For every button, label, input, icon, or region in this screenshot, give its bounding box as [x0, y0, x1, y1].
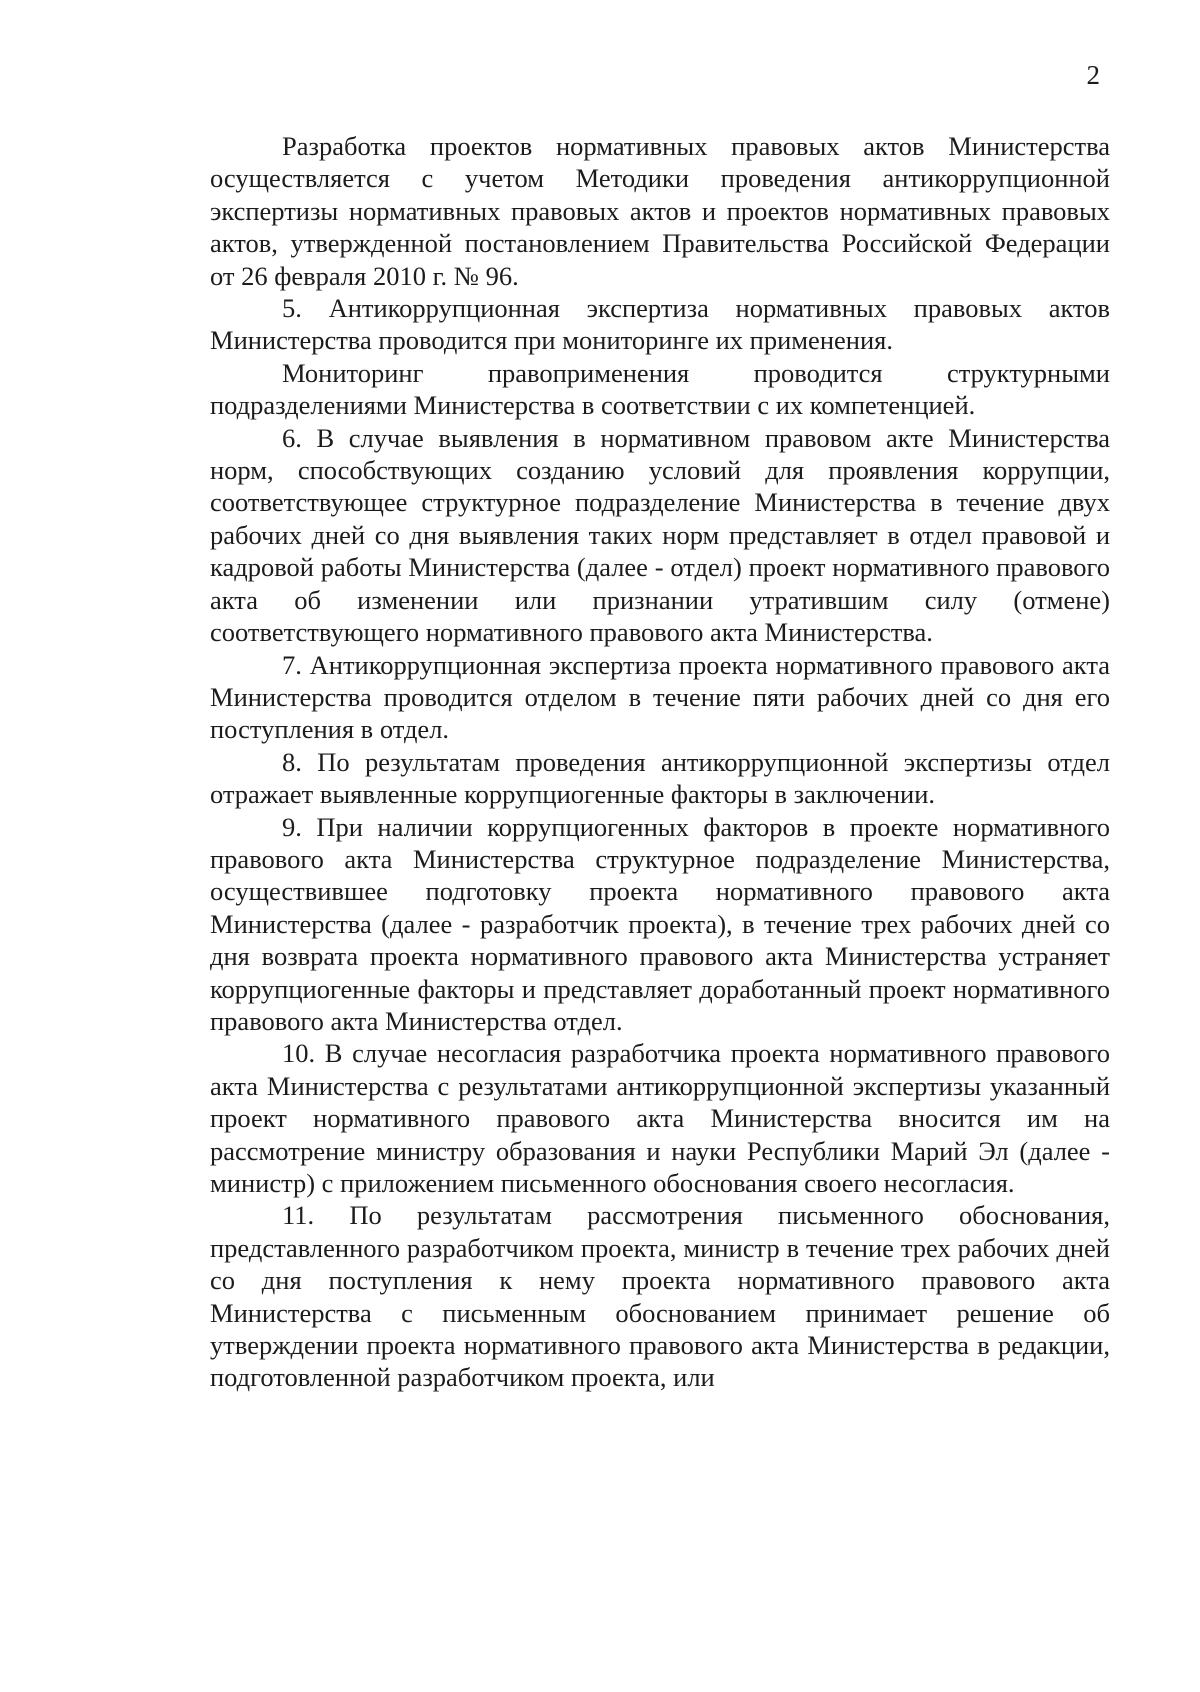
paragraph-item-6: 6. В случае выявления в нормативном правовом акте Министерства норм, способствующих созданию условий для проявления коррупции, соответствующее структурное подразделение Министерства в течение двух рабочих дней со дня выявления таких норм представляет в отдел правовой и кадровой работы Министерства (далее - отдел) проект нормативного правового акта об изменении или признании утратившим силу (отмене) соответствующего нормативного правового акта Министерства. — [210, 422, 1110, 648]
paragraph-item-11: 11. По результатам рассмотрения письменного обоснования, представленного разработчиком проекта, министр в течение трех рабочих дней со дня поступления к нему проекта нормативного правового акта Министерства с письменным обоснованием принимает решение об утверждении проекта нормативного правового акта Министерства в редакции, подготовленной разработчиком проекта, или — [210, 1200, 1110, 1393]
page-number: 2 — [1086, 60, 1100, 90]
paragraph-item-5: 5. Антикоррупционная экспертиза нормативных правовых актов Министерства проводится при мониторинге их применения. — [210, 293, 1110, 356]
paragraph-methodology: Разработка проектов нормативных правовых актов Министерства осуществляется с учетом Методики проведения антикоррупционной экспертизы нормативных правовых актов и проектов нормативных правовых актов, утвержденной постановлением Правительства Российской Федерации от 26 февраля 2010 г. № 96. — [210, 131, 1110, 291]
paragraph-item-7: 7. Антикоррупционная экспертиза проекта нормативного правового акта Министерства проводится отделом в течение пяти рабочих дней со дня его поступления в отдел. — [210, 649, 1110, 745]
document-body — [210, 130, 1110, 1394]
paragraph-monitoring: Мониторинг правоприменения проводится структурными подразделениями Министерства в соответствии с их компетенцией. — [210, 357, 1110, 421]
paragraph-item-10: 10. В случае несогласия разработчика проекта нормативного правового акта Министерства с результатами антикоррупционной экспертизы указанный проект нормативного правового акта Министерства вносится им на рассмотрение министру образования и науки Республики Марий Эл (далее - министр) с приложением письменного обоснования своего несогласия. — [210, 1038, 1110, 1198]
paragraph-item-8: 8. По результатам проведения антикоррупционной экспертизы отдел отражает выявленные коррупциогенные факторы в заключении. — [210, 746, 1110, 810]
paragraph-item-9: 9. При наличии коррупциогенных факторов в проекте нормативного правового акта Министерства структурное подразделение Министерства, осуществившее подготовку проекта нормативного правового акта Министерства (далее - разработчик проекта), в течение трех рабочих дней со дня возврата проекта нормативного правового акта Министерства устраняет коррупциогенные факторы и представляет доработанный проект нормативного правового акта Министерства отдел. — [210, 811, 1110, 1036]
